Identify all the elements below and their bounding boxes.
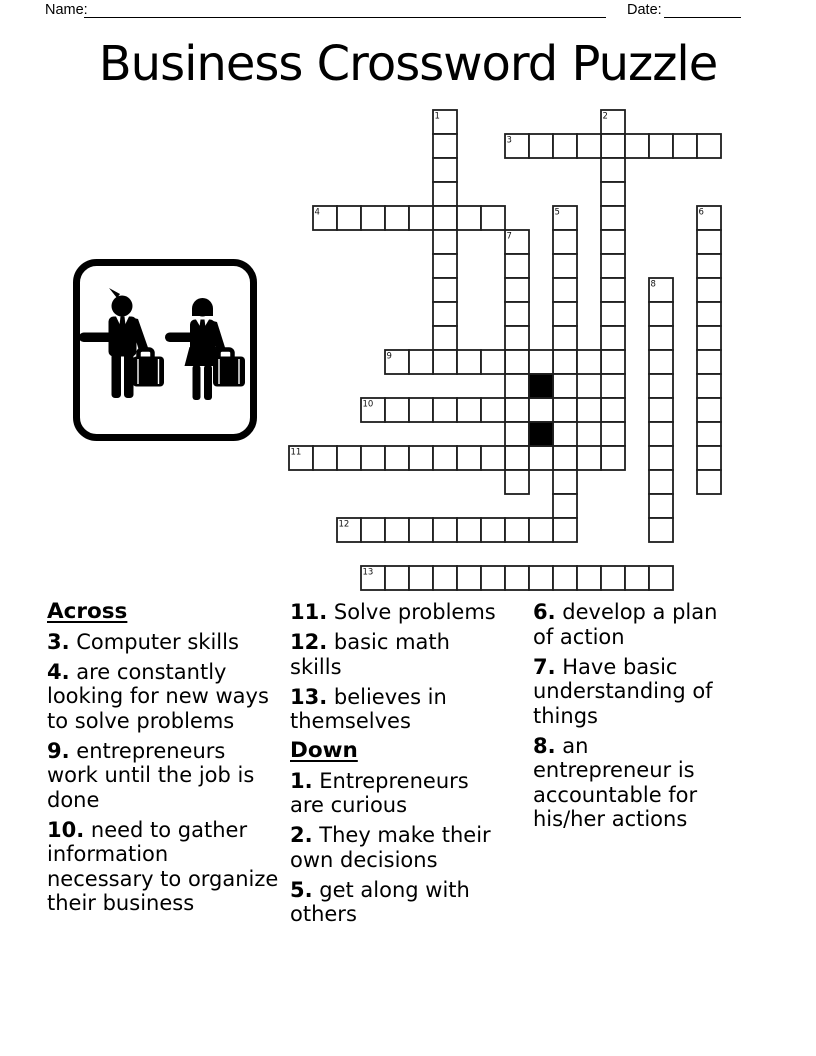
- grid-cell: [697, 230, 721, 254]
- clue-number: 2.: [290, 823, 313, 847]
- grid-cell: [553, 494, 577, 518]
- grid-cell: [505, 470, 529, 494]
- clue-column: [47, 600, 279, 921]
- grid-cell: [577, 566, 601, 590]
- grid-cell: [337, 206, 361, 230]
- clue: 9. entrepreneurs work until the job is done: [47, 738, 255, 812]
- grid-cell: [673, 134, 697, 158]
- clue-number: 4.: [47, 659, 70, 684]
- clue-column: [533, 600, 732, 837]
- clue-column: [290, 600, 505, 932]
- grid-cell: [553, 518, 577, 542]
- grid-cell: [553, 422, 577, 446]
- clue: 12. basic math skills: [290, 630, 450, 679]
- grid-cell: [697, 374, 721, 398]
- puzzle-title: Business Crossword Puzzle: [98, 36, 718, 92]
- grid-cell: [505, 422, 529, 446]
- grid-cell: [481, 398, 505, 422]
- grid-cell: [697, 398, 721, 422]
- grid-cell: [649, 446, 673, 470]
- clue-list-heading: Down: [290, 738, 358, 763]
- grid-cell-number: 4: [314, 207, 320, 218]
- grid-cell-number: 12: [338, 519, 350, 530]
- crossword-grid: [287, 108, 723, 597]
- grid-cell: [697, 446, 721, 470]
- clue-number: 13.: [290, 684, 328, 709]
- grid-cell: [697, 350, 721, 374]
- grid-cell: [697, 422, 721, 446]
- grid-cell: [457, 350, 481, 374]
- name-label: Name:: [45, 2, 88, 18]
- grid-cell: [505, 398, 529, 422]
- grid-cell: [529, 518, 553, 542]
- grid-cell: [649, 374, 673, 398]
- grid-cell: [601, 182, 625, 206]
- grid-cell: [625, 566, 649, 590]
- grid-cell: [601, 374, 625, 398]
- grid-cell: [697, 302, 721, 326]
- grid-cell: [457, 398, 481, 422]
- grid-cell: [697, 470, 721, 494]
- clue-number: 1.: [290, 768, 313, 793]
- clue-list-heading: Across: [47, 599, 128, 624]
- woman-briefcase: [213, 357, 245, 387]
- grid-cell: [577, 350, 601, 374]
- grid-black-cell: [529, 422, 553, 446]
- clue-number: 11.: [290, 600, 328, 624]
- grid-cell: [433, 398, 457, 422]
- grid-cell: [601, 230, 625, 254]
- grid-cell: [601, 254, 625, 278]
- grid-cell-number: 2: [602, 111, 608, 122]
- grid-cell: [553, 254, 577, 278]
- grid-cell: [361, 446, 385, 470]
- grid-cell-number: 9: [386, 351, 392, 362]
- grid-cell: [553, 326, 577, 350]
- grid-cell: [433, 566, 457, 590]
- grid-cell: [457, 206, 481, 230]
- name-fill-line: [84, 17, 606, 18]
- grid-cell: [361, 518, 385, 542]
- grid-cell: [505, 278, 529, 302]
- clue-number: 9.: [47, 738, 70, 763]
- date-fill-line: [664, 17, 741, 18]
- grid-cell: [433, 206, 457, 230]
- grid-cell-number: 10: [362, 399, 374, 410]
- grid-cell: [505, 566, 529, 590]
- clue-number: 3.: [47, 629, 70, 654]
- grid-cell: [553, 278, 577, 302]
- grid-cell: [505, 326, 529, 350]
- grid-cell: [433, 446, 457, 470]
- clue-number: 10.: [47, 817, 85, 842]
- grid-cell: [649, 350, 673, 374]
- grid-cell: [409, 398, 433, 422]
- grid-cell: [553, 566, 577, 590]
- grid-cell: [505, 302, 529, 326]
- grid-cell: [385, 398, 409, 422]
- grid-cell-number: 7: [506, 231, 512, 242]
- grid-cell: [553, 446, 577, 470]
- grid-cell: [649, 134, 673, 158]
- grid-cell: [649, 302, 673, 326]
- grid-cell: [529, 566, 553, 590]
- grid-cell: [505, 518, 529, 542]
- clue: 5. get along with others: [290, 877, 470, 926]
- grid-cell: [409, 566, 433, 590]
- clue-number: 12.: [290, 630, 328, 654]
- grid-cell: [385, 446, 409, 470]
- grid-cell: [385, 518, 409, 542]
- grid-cell: [385, 206, 409, 230]
- grid-cell: [601, 206, 625, 230]
- grid-cell: [697, 254, 721, 278]
- business-people-icon: [73, 259, 257, 441]
- grid-cell: [553, 470, 577, 494]
- grid-cell: [385, 566, 409, 590]
- grid-cell: [409, 350, 433, 374]
- grid-cell: [553, 350, 577, 374]
- grid-cell: [601, 422, 625, 446]
- grid-cell: [529, 446, 553, 470]
- grid-cell: [505, 446, 529, 470]
- clue: 6. develop a plan of action: [533, 600, 718, 649]
- grid-cell: [601, 326, 625, 350]
- grid-cell-number: 3: [506, 135, 512, 146]
- grid-cell: [529, 350, 553, 374]
- clue: 3. Computer skills: [47, 629, 239, 654]
- grid-cell: [649, 422, 673, 446]
- grid-cell: [529, 398, 553, 422]
- clue: 2. They make their own decisions: [290, 823, 491, 872]
- grid-cell: [481, 350, 505, 374]
- grid-cell: [649, 326, 673, 350]
- grid-cell-number: 5: [554, 207, 560, 218]
- grid-cell: [409, 446, 433, 470]
- grid-cell: [457, 446, 481, 470]
- clue-number: 7.: [533, 654, 556, 679]
- grid-cell: [553, 398, 577, 422]
- grid-cell: [649, 470, 673, 494]
- grid-cell-number: 1: [434, 111, 440, 122]
- grid-cell: [553, 302, 577, 326]
- grid-cell: [481, 518, 505, 542]
- grid-cell: [649, 518, 673, 542]
- clue: 7. Have basic understanding of things: [533, 654, 713, 728]
- grid-cell: [433, 182, 457, 206]
- clue: 8. an entrepreneur is accountable for his/her actions: [533, 733, 698, 831]
- clue: 1. Entrepreneurs are curious: [290, 768, 469, 817]
- grid-cell: [577, 446, 601, 470]
- grid-cell: [505, 374, 529, 398]
- grid-cell: [601, 278, 625, 302]
- clue: 4. are constantly looking for new ways to solve problems: [47, 659, 269, 733]
- grid-cell: [433, 278, 457, 302]
- clue-number: 5.: [290, 877, 313, 902]
- grid-cell-number: 8: [650, 279, 656, 290]
- grid-cell: [601, 446, 625, 470]
- clue: 11. Solve problems: [290, 600, 496, 624]
- grid-cell-number: 13: [362, 567, 374, 578]
- grid-cell: [697, 326, 721, 350]
- grid-cell: [649, 494, 673, 518]
- grid-cell: [481, 206, 505, 230]
- date-label: Date:: [627, 2, 662, 18]
- grid-cell: [457, 566, 481, 590]
- grid-cell: [553, 230, 577, 254]
- grid-cell: [433, 230, 457, 254]
- grid-cell: [577, 398, 601, 422]
- clue: 13. believes in themselves: [290, 684, 447, 733]
- grid-cell: [697, 278, 721, 302]
- grid-cell: [433, 302, 457, 326]
- grid-cell: [457, 518, 481, 542]
- grid-cell: [529, 134, 553, 158]
- grid-cell: [505, 254, 529, 278]
- grid-cell: [481, 446, 505, 470]
- grid-cell: [481, 566, 505, 590]
- grid-cell: [553, 134, 577, 158]
- grid-cell: [649, 566, 673, 590]
- grid-cell: [601, 134, 625, 158]
- clue-number: 8.: [533, 733, 556, 758]
- grid-cell: [409, 518, 433, 542]
- clue: 10. need to gather information necessary to organize their business: [47, 817, 279, 915]
- man-briefcase: [133, 357, 165, 387]
- grid-cell: [337, 446, 361, 470]
- grid-cell: [433, 350, 457, 374]
- grid-cell: [433, 254, 457, 278]
- grid-cell: [433, 134, 457, 158]
- grid-cell: [601, 566, 625, 590]
- grid-cell-number: 11: [290, 447, 302, 458]
- grid-black-cell: [529, 374, 553, 398]
- clue-number: 6.: [533, 600, 556, 624]
- grid-cell: [625, 134, 649, 158]
- crossword-grid-svg: [287, 108, 723, 592]
- grid-cell: [553, 374, 577, 398]
- grid-cell: [601, 302, 625, 326]
- grid-cell: [577, 134, 601, 158]
- grid-cell: [433, 158, 457, 182]
- grid-cell: [697, 134, 721, 158]
- grid-cell: [601, 158, 625, 182]
- grid-cell: [601, 398, 625, 422]
- grid-cell: [409, 206, 433, 230]
- grid-cell: [649, 398, 673, 422]
- grid-cell: [601, 350, 625, 374]
- grid-cell: [313, 446, 337, 470]
- grid-cell: [505, 350, 529, 374]
- grid-cell: [433, 326, 457, 350]
- grid-cell: [361, 206, 385, 230]
- grid-cell: [433, 518, 457, 542]
- grid-cell-number: 6: [698, 207, 704, 218]
